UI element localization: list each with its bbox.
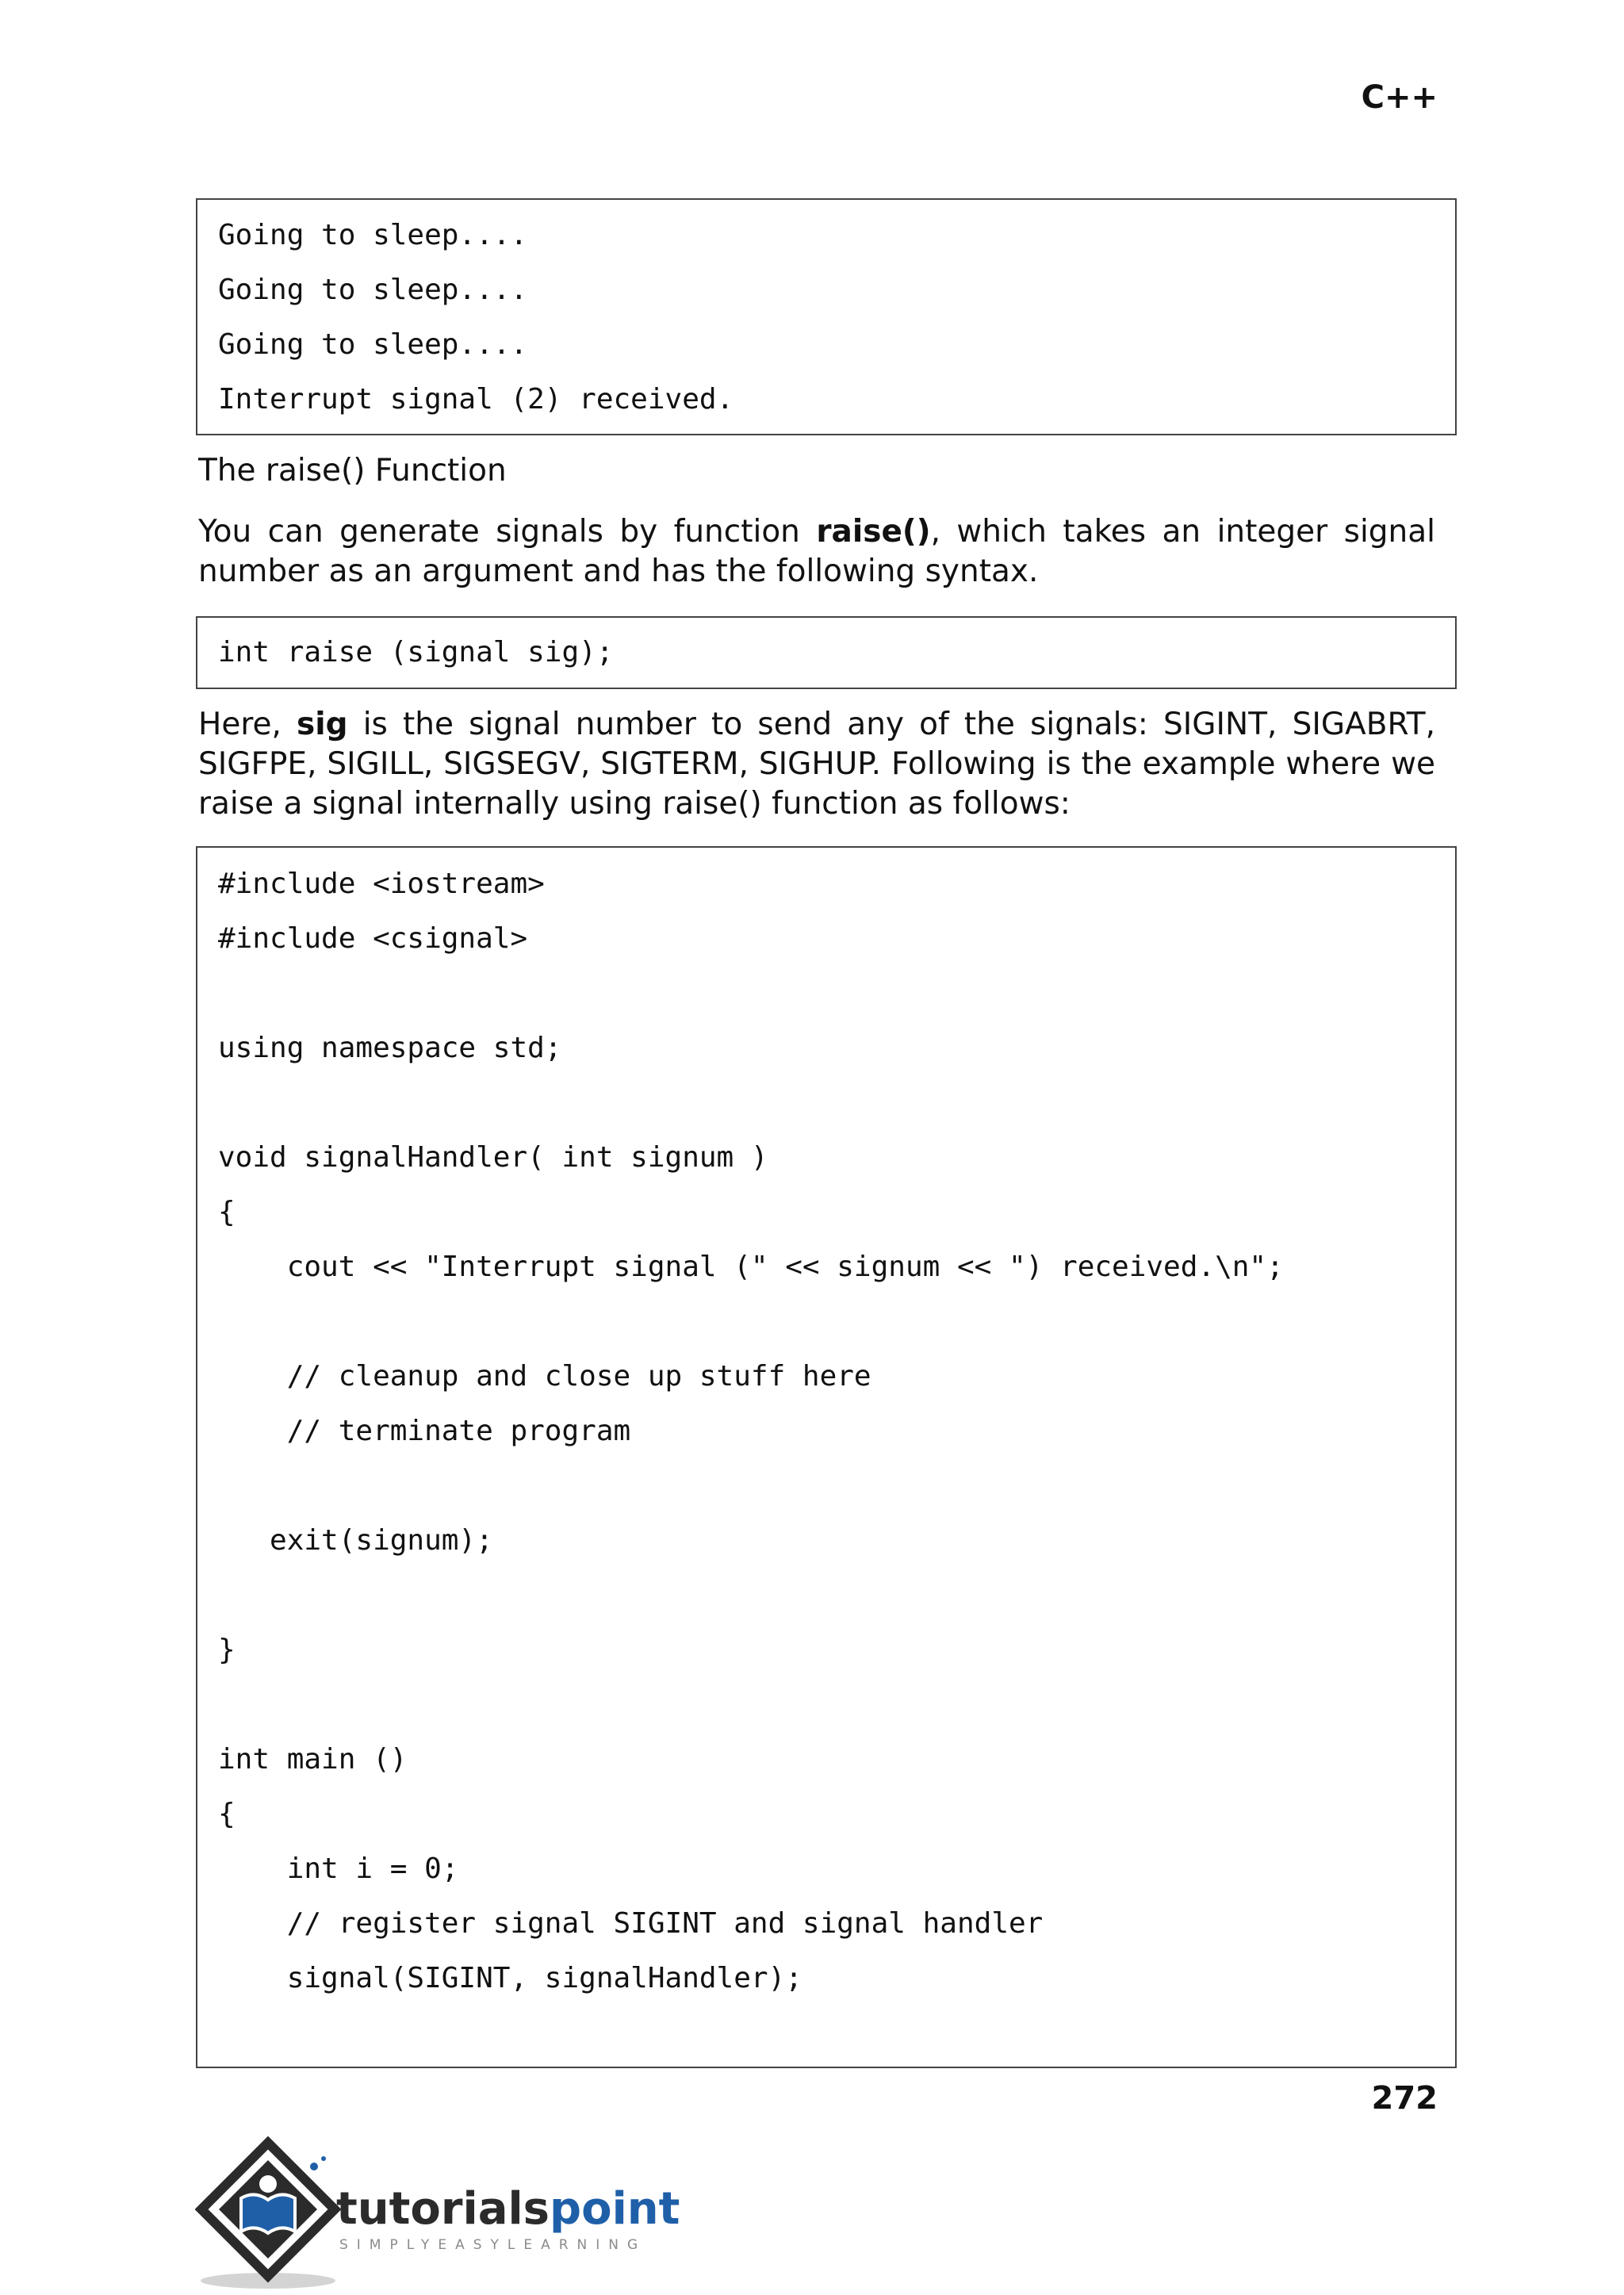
page-number: 272: [1371, 2080, 1438, 2117]
code-line: [218, 966, 1455, 1021]
logo-wordmark-accent: point: [550, 2183, 680, 2235]
code-line: // register signal SIGINT and signal handler: [218, 1907, 1044, 1940]
logo-spark-icon: [321, 2156, 326, 2161]
logo-wordmark-main: tutorials: [336, 2183, 550, 2235]
section-heading: The raise() Function: [198, 453, 507, 489]
code-line: signal(SIGINT, signalHandler);: [218, 1962, 802, 1994]
code-line: [218, 1458, 1455, 1513]
code-line: // terminate program: [218, 1415, 631, 1447]
code-line: void signalHandler( int signum ): [218, 1141, 768, 1174]
paragraph-bold-term: sig: [297, 707, 348, 742]
example-code-block: [196, 846, 1457, 2068]
paragraph-text: is the signal number to send any of the signals: SIGINT, SIGABRT, SIGFPE, SIGILL, SIGSEGV, SIGTERM, SIGHUP. Following is the example where we raise a signal internally using raise() function as follows:: [198, 707, 1435, 822]
code-line: [218, 1294, 1455, 1349]
logo-book-icon: [241, 2194, 295, 2233]
code-line: int i = 0;: [218, 1852, 459, 1885]
output-code-block: [196, 198, 1457, 435]
code-line: #include <csignal>: [218, 922, 528, 955]
code-line: [218, 1568, 1455, 1623]
code-line: Going to sleep....: [218, 328, 528, 361]
code-line: [218, 1075, 1455, 1130]
paragraph-text: Here,: [198, 707, 297, 742]
code-line: {: [218, 1798, 236, 1830]
tutorialspoint-logo: [195, 2136, 687, 2295]
code-line: {: [218, 1196, 236, 1228]
logo-head-icon: [259, 2175, 277, 2193]
paragraph-text: You can generate signals by function: [198, 514, 817, 550]
logo-tagline: SIMPLYEASYLEARNING: [339, 2237, 647, 2253]
code-line: [218, 2006, 1455, 2060]
code-line: exit(signum);: [218, 1524, 493, 1557]
syntax-code-block: [196, 616, 1457, 689]
logo-spark-icon: [310, 2163, 318, 2170]
code-line: using namespace std;: [218, 1032, 562, 1064]
code-line: Going to sleep....: [218, 274, 528, 306]
code-line: // cleanup and close up stuff here: [218, 1360, 871, 1393]
paragraph-text: , which takes an integer signal number as an argument and has the following syntax.: [198, 514, 1435, 589]
page-header-title: C++: [1361, 79, 1438, 116]
code-line: Interrupt signal (2) received.: [218, 383, 734, 416]
code-line: int main (): [218, 1743, 408, 1776]
paragraph-raise-intro: [198, 512, 1435, 592]
code-line: [218, 1677, 1455, 1732]
code-line: cout << "Interrupt signal (" << signum << ") received.\n";: [218, 1251, 1284, 1283]
code-line: }: [218, 1634, 236, 1666]
code-line: #include <iostream>: [218, 868, 545, 900]
paragraph-bold-term: raise(): [816, 514, 931, 550]
code-line: Going to sleep....: [218, 219, 528, 251]
paragraph-sig-description: [198, 705, 1435, 824]
code-line: int raise (signal sig);: [218, 636, 614, 669]
logo-wordmark: [336, 2183, 680, 2235]
